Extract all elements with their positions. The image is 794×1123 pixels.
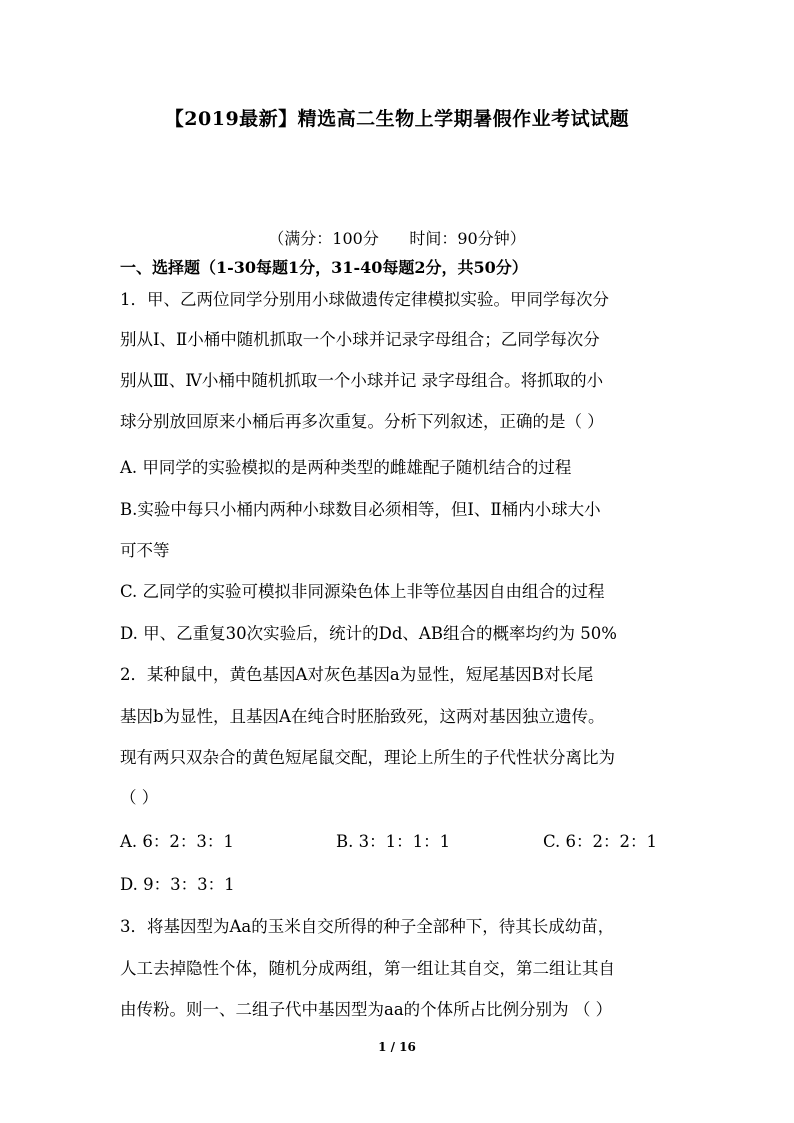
page-title: 【2019最新】精选高二生物上学期暑假作业考试试题 [164,108,630,130]
page-number: 1 / 16 [378,1040,416,1054]
q1-option-c: C. 乙同学的实验可模拟非同源染色体上非等位基因自由组合的过程 [120,582,605,601]
q1-line-3: 别从Ⅲ、Ⅳ小桶中随机抓取一个小球并记 录字母组合。将抓取的小 [120,371,604,390]
q1-option-d: D. 甲、乙重复30次实验后，统计的Dd、AB组合的概率均约为 50% [120,624,617,643]
q1-option-a: A. 甲同学的实验模拟的是两种类型的雌雄配子随机结合的过程 [120,458,572,477]
q2-option-a: A. 6：2：3：1 [120,832,234,851]
q2-line-4: （ ） [120,788,159,807]
q2-line-1: 2．某种鼠中，黄色基因A对灰色基因a为显性，短尾基因B对长尾 [120,665,594,684]
q1-line-2: 别从Ⅰ、Ⅱ小桶中随机抓取一个小球并记录字母组合；乙同学每次分 [120,330,600,349]
q2-line-3: 现有两只双杂合的黄色短尾鼠交配，理论上所生的子代性状分离比为 [120,748,615,767]
exam-info: （满分：100分 时间：90分钟） [268,229,526,248]
q1-line-4: 球分别放回原来小桶后再多次重复。分析下列叙述，正确的是（ ） [120,412,604,431]
q2-option-b: B. 3：1：1：1 [336,832,451,851]
q2-line-2: 基因b为显性，且基因A在纯合时胚胎致死，这两对基因独立遗传。 [120,707,605,726]
q3-line-1: 3．将基因型为Aa的玉米自交所得的种子全部种下，待其长成幼苗， [120,917,615,936]
q1-option-b: B.实验中每只小桶内两种小球数目必须相等，但Ⅰ、Ⅱ桶内小球大小 [120,500,601,519]
q1-line-1: 1．甲、乙两位同学分别用小球做遗传定律模拟实验。甲同学每次分 [120,290,609,309]
q3-line-2: 人工去掉隐性个体，随机分成两组，第一组让其自交，第二组让其自 [120,959,615,978]
q1-option-b-cont: 可不等 [120,541,170,560]
q2-option-d: D. 9：3：3：1 [120,875,235,894]
q2-option-c: C. 6：2：2：1 [543,832,658,851]
q3-line-3: 由传粉。则一、二组子代中基因型为aa的个体所占比例分别为 （ ） [120,1000,613,1019]
section-heading: 一、选择题（1-30每题1分，31-40每题2分，共50分） [120,258,528,277]
